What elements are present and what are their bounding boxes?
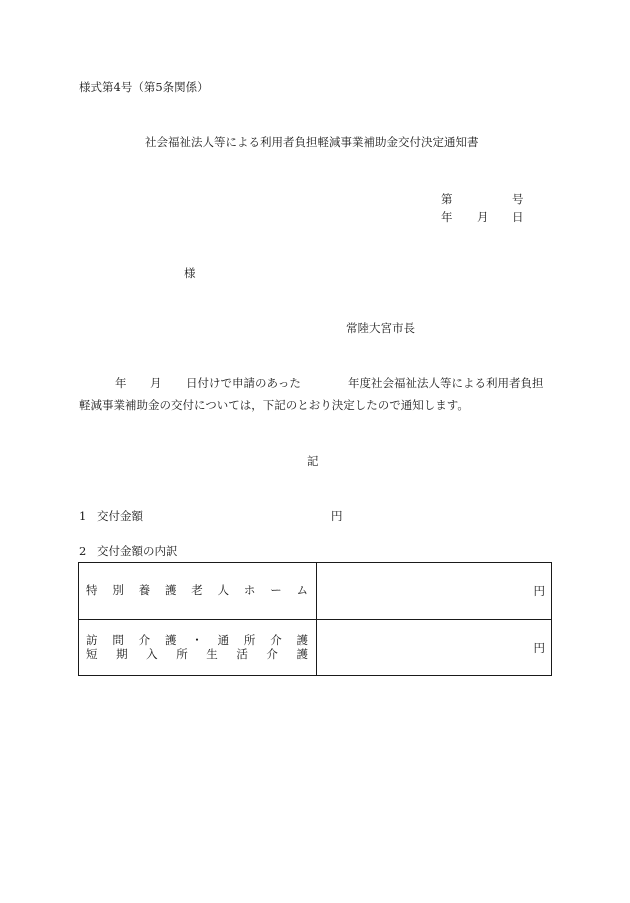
body-paragraph-line-2: 軽減事業補助金の交付については，下記のとおり決定したので通知します。 — [79, 398, 469, 412]
label-char: ホ — [243, 583, 256, 598]
label-char: 短 — [86, 646, 98, 661]
label-char: 介 — [138, 633, 151, 648]
breakdown-yen-unit: 円 — [533, 584, 545, 598]
label-char: 活 — [236, 646, 248, 661]
breakdown-amount-cell — [317, 563, 552, 620]
item-2-number: 2 — [79, 544, 87, 558]
body-month-label: 月 — [150, 376, 162, 390]
label-char: 護 — [296, 633, 308, 648]
date-day-label: 日 — [512, 210, 524, 224]
breakdown-label-line — [86, 648, 308, 661]
label-char: ム — [296, 583, 308, 598]
label-char: 介 — [266, 646, 278, 661]
document-title: 社会福祉法人等による利用者負担軽減事業補助金交付決定通知書 — [145, 135, 479, 149]
label-char: 生 — [206, 646, 218, 661]
label-char: 期 — [116, 646, 128, 661]
item-1-yen-unit: 円 — [331, 509, 343, 523]
date-month-label: 月 — [477, 210, 489, 224]
breakdown-label-cell — [79, 563, 317, 620]
breakdown-amount-cell — [317, 620, 552, 676]
form-number: 様式第4号（第5条関係） — [79, 80, 209, 94]
label-char: 護 — [296, 646, 308, 661]
label-char: ・ — [191, 633, 203, 648]
breakdown-label-line — [86, 584, 308, 597]
label-char: 通 — [217, 633, 230, 648]
label-char: 訪 — [86, 633, 98, 648]
label-char: 特 — [86, 583, 98, 598]
label-char: 所 — [243, 633, 256, 648]
breakdown-label-line — [86, 634, 308, 647]
label-char: 別 — [112, 583, 124, 598]
breakdown-label-cell — [79, 620, 317, 676]
label-char: 護 — [164, 583, 177, 598]
label-char: 護 — [164, 633, 177, 648]
body-fiscal-year-text: 年度社会福祉法人等による利用者負担 — [348, 376, 544, 390]
reference-number-label: 第 — [441, 192, 453, 206]
label-char: ー — [270, 583, 282, 598]
label-char: 養 — [138, 583, 151, 598]
ki-heading: 記 — [307, 454, 319, 468]
breakdown-yen-unit: 円 — [533, 640, 545, 655]
label-char: 人 — [217, 583, 230, 598]
table-row — [79, 563, 552, 620]
body-year-label: 年 — [115, 376, 127, 390]
label-char: 介 — [270, 633, 282, 648]
issuer-name: 常陸大宮市長 — [346, 321, 415, 335]
item-2-label: 交付金額の内訳 — [97, 544, 178, 558]
date-year-label: 年 — [441, 210, 453, 224]
table-row — [79, 620, 552, 676]
reference-number-suffix: 号 — [512, 192, 524, 206]
label-char: 入 — [146, 646, 158, 661]
item-1-number: 1 — [79, 509, 87, 523]
item-1-label: 交付金額 — [97, 509, 143, 523]
breakdown-table — [78, 562, 552, 676]
addressee-honorific: 様 — [184, 266, 196, 280]
label-char: 老 — [191, 583, 203, 598]
label-char: 所 — [176, 646, 188, 661]
label-char: 問 — [112, 633, 124, 648]
body-paragraph-line-1 — [79, 378, 549, 392]
body-day-text: 日付けで申請のあった — [186, 376, 301, 390]
